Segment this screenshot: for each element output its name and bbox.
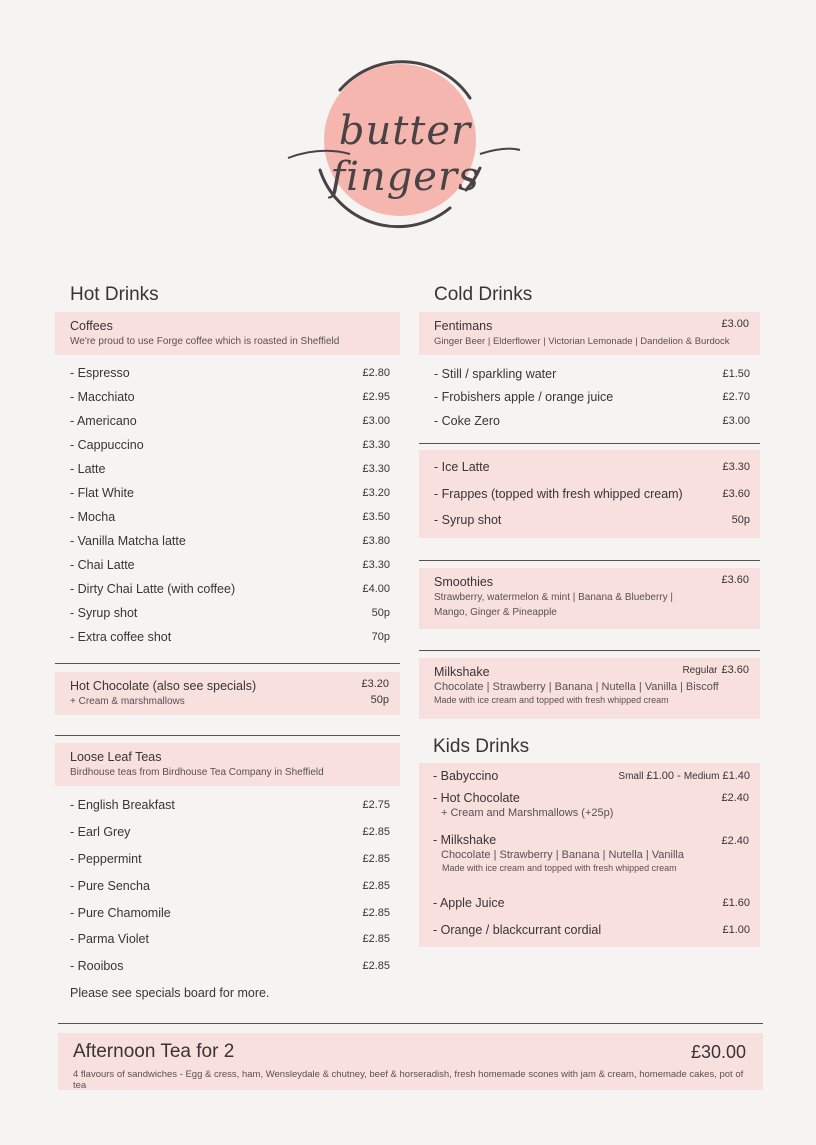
item-price: £2.85 (362, 826, 390, 839)
brand-name: butter fingers (330, 108, 480, 200)
hot-drinks-section (55, 283, 400, 1000)
item-name: - Vanilla Matcha latte (70, 534, 186, 548)
menu-item-row (55, 433, 400, 457)
babyccino-medium-price: £1.40 (722, 769, 750, 782)
coffee-list (55, 361, 400, 649)
smoothies-sub-2: Mango, Ginger & Pineapple (434, 606, 557, 618)
menu-item-row (55, 481, 400, 505)
item-name: - Frobishers apple / orange juice (434, 390, 614, 405)
milkshake-price-group (682, 664, 749, 676)
item-name: - Latte (70, 462, 106, 476)
babyccino-small-price: £1.00 (646, 769, 675, 782)
smoothies-price: £3.60 (721, 573, 749, 586)
babyccino-name: - Babyccino (433, 768, 499, 783)
menu-item-row (419, 454, 760, 481)
menu-item-row (55, 577, 400, 601)
babyccino-prices (618, 770, 750, 782)
item-price: £3.00 (722, 414, 750, 427)
kids-milkshake-row (419, 833, 760, 890)
babyccino-small-label: Small (618, 770, 644, 782)
menu-item-row (419, 386, 760, 410)
item-price: £2.95 (362, 391, 390, 403)
coffees-band (55, 312, 400, 355)
coffees-title: Coffees (70, 319, 113, 333)
item-name: - Pure Sencha (70, 878, 150, 893)
fentimans-band (419, 312, 760, 355)
item-price: £2.85 (362, 960, 390, 973)
cold-list (419, 362, 760, 433)
tea-list (55, 792, 400, 980)
item-price: £3.20 (362, 487, 390, 499)
item-name: - Earl Grey (70, 825, 131, 840)
kids-hot-chocolate-sub: + Cream and Marshmallows (+25p) (441, 806, 614, 819)
item-name: - Frappes (topped with fresh whipped cream) (434, 486, 683, 501)
item-price: £3.30 (362, 463, 390, 475)
milkshake-title: Milkshake (434, 664, 490, 679)
item-price: £4.00 (362, 583, 390, 595)
afternoon-tea-price: £30.00 (690, 1042, 746, 1062)
cold-drinks-section (419, 283, 760, 947)
item-price: £3.50 (362, 511, 390, 523)
kids-milkshake-price: £2.40 (721, 834, 749, 847)
menu-item-row (419, 409, 760, 433)
item-name: - English Breakfast (70, 798, 175, 813)
fentimans-title: Fentimans (434, 319, 493, 333)
afternoon-tea-band (58, 1033, 763, 1090)
item-price: £3.30 (362, 559, 390, 571)
coffees-sub: We're proud to use Forge coffee which is roasted in Sheffield (70, 336, 340, 347)
kids-band (419, 763, 760, 947)
kids-babyccino-row (419, 763, 760, 789)
item-price: £2.85 (362, 906, 390, 919)
kids-drinks-heading: Kids Drinks (433, 735, 530, 757)
item-price: 50p (731, 514, 750, 527)
menu-item-row (55, 926, 400, 953)
iced-list (419, 454, 760, 534)
kids-hot-chocolate-name: - Hot Chocolate (433, 790, 520, 805)
item-name: - Rooibos (70, 959, 124, 974)
afternoon-tea-title: Afternoon Tea for 2 (73, 1041, 235, 1062)
menu-item-row (55, 457, 400, 481)
hot-chocolate-sub: + Cream & marshmallows (70, 696, 185, 707)
divider (419, 650, 760, 651)
milkshake-note: Made with ice cream and topped with fresh whipped cream (434, 694, 669, 705)
menu-item-row (55, 625, 400, 649)
divider (419, 443, 760, 444)
menu-item-row (55, 529, 400, 553)
menu-item-row (55, 846, 400, 873)
item-price: £2.80 (362, 367, 390, 379)
menu-item-row (55, 953, 400, 980)
menu-item-row (55, 505, 400, 529)
menu-item-row (419, 916, 760, 943)
smoothies-sub-1: Strawberry, watermelon & mint | Banana & Blueberry | (434, 591, 673, 603)
milkshake-sub: Chocolate | Strawberry | Banana | Nutella | Vanilla | Biscoff (434, 680, 719, 693)
babyccino-medium-label: Medium (683, 770, 720, 782)
kids-hot-chocolate-row (419, 789, 760, 833)
item-name: - Orange / blackcurrant cordial (433, 922, 602, 937)
item-name: - Cappuccino (70, 438, 144, 452)
menu-item-row (55, 819, 400, 846)
divider (58, 1023, 763, 1024)
item-price: £2.75 (362, 799, 390, 812)
item-name: - Americano (70, 414, 137, 428)
item-price: £1.60 (722, 897, 750, 910)
item-price: £2.70 (722, 391, 750, 404)
smoothies-band (419, 568, 760, 629)
item-name: - Extra coffee shot (70, 630, 172, 644)
hot-chocolate-title: Hot Chocolate (also see specials) (70, 679, 257, 693)
item-name: - Chai Latte (70, 558, 135, 572)
teas-sub: Birdhouse teas from Birdhouse Tea Company in Sheffield (70, 767, 324, 778)
milkshake-price: £3.60 (721, 663, 749, 676)
hot-chocolate-sub-price: 50p (370, 694, 389, 706)
item-price: £3.30 (362, 439, 390, 451)
item-price: 70p (371, 631, 390, 643)
milkshake-band (419, 658, 760, 719)
menu-item-row (55, 899, 400, 926)
item-price: £1.00 (722, 923, 750, 936)
item-price: £2.85 (362, 852, 390, 865)
menu-item-row (55, 792, 400, 819)
item-name: - Macchiato (70, 390, 135, 404)
divider (419, 560, 760, 561)
item-price: £3.30 (722, 460, 750, 473)
item-price: £2.85 (362, 879, 390, 892)
item-name: - Peppermint (70, 851, 142, 866)
menu-item-row (419, 507, 760, 534)
item-price: £3.60 (722, 487, 750, 500)
hot-drinks-heading: Hot Drinks (70, 284, 159, 305)
fentimans-price: £3.00 (721, 318, 749, 330)
divider (55, 663, 400, 664)
item-name: - Flat White (70, 486, 134, 500)
iced-band (419, 450, 760, 538)
item-name: - Still / sparkling water (434, 366, 557, 381)
menu-item-row (55, 553, 400, 577)
menu-item-row (55, 361, 400, 385)
item-name: - Apple Juice (433, 896, 505, 911)
kids-milkshake-name: - Milkshake (433, 832, 497, 847)
cold-drinks-heading: Cold Drinks (434, 284, 533, 305)
teas-title: Loose Leaf Teas (70, 750, 162, 764)
babyccino-sep: - (677, 769, 681, 782)
logo (280, 50, 530, 230)
item-price: £3.80 (362, 535, 390, 547)
menu-item-row (55, 872, 400, 899)
item-name: - Syrup shot (434, 513, 502, 528)
menu-item-row (55, 409, 400, 433)
kids-list (419, 890, 760, 947)
hot-chocolate-band (55, 672, 400, 715)
item-price: £2.85 (362, 933, 390, 946)
menu-item-row (55, 601, 400, 625)
fentimans-sub: Ginger Beer | Elderflower | Victorian Lemonade | Dandelion & Burdock (434, 336, 730, 347)
kids-milkshake-note: Made with ice cream and topped with fresh whipped cream (442, 862, 677, 873)
item-name: - Ice Latte (434, 459, 490, 474)
afternoon-tea-desc: 4 flavours of sandwiches - Egg & cress, ham, Wensleydale & chutney, beef & horseradish, fresh homemade scones with jam & cream, homemade cakes, pot of tea (73, 1069, 744, 1091)
milkshake-size: Regular (682, 664, 718, 676)
item-price: 50p (371, 607, 390, 619)
kids-hot-chocolate-price: £2.40 (721, 791, 749, 804)
item-name: - Syrup shot (70, 606, 138, 620)
menu-item-row (419, 480, 760, 507)
item-name: - Espresso (70, 366, 130, 380)
item-name: - Mocha (70, 510, 116, 524)
item-name: - Parma Violet (70, 932, 149, 947)
menu-item-row (419, 890, 760, 917)
hot-chocolate-price: £3.20 (361, 678, 389, 690)
item-price: £3.00 (362, 415, 390, 427)
menu-item-row (419, 362, 760, 386)
item-price: £1.50 (722, 367, 750, 380)
smoothies-title: Smoothies (434, 574, 494, 589)
item-name: - Pure Chamomile (70, 905, 171, 920)
divider (55, 735, 400, 736)
specials-note: Please see specials board for more. (70, 985, 270, 1000)
item-name: - Dirty Chai Latte (with coffee) (70, 582, 236, 596)
teas-band (55, 743, 400, 786)
item-name: - Coke Zero (434, 413, 500, 428)
menu-item-row (55, 385, 400, 409)
kids-milkshake-sub: Chocolate | Strawberry | Banana | Nutella | Vanilla (441, 848, 684, 861)
